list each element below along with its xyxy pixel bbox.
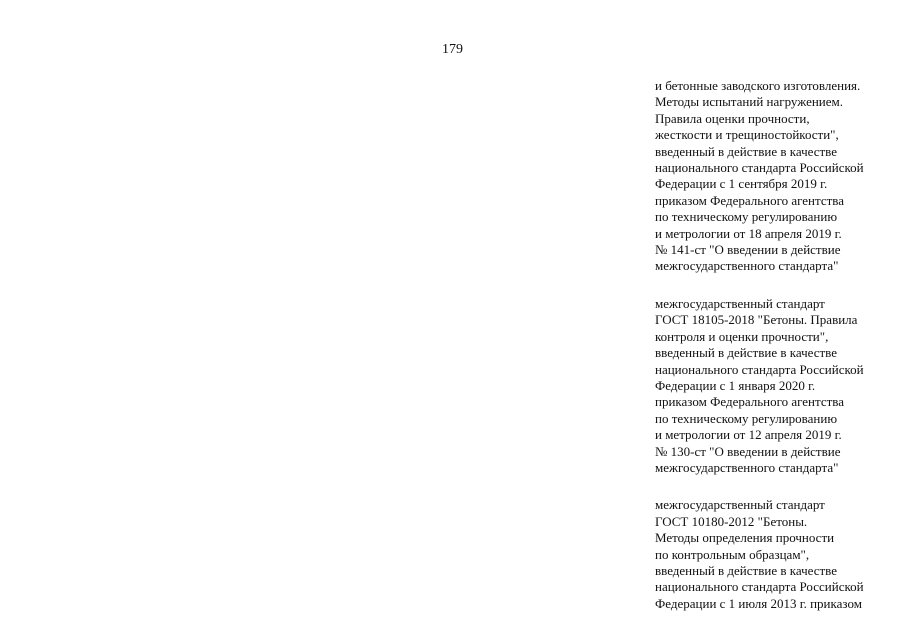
text-line: межгосударственного стандарта" <box>655 258 839 274</box>
text-line: межгосударственный стандарт <box>655 497 825 513</box>
text-line: по контрольным образцам", <box>655 546 810 562</box>
text-line: межгосударственный стандарт <box>655 295 825 311</box>
text-line: Федерации с 1 сентября 2019 г. <box>655 176 828 192</box>
text-line: введенный в действие в качестве <box>655 143 838 159</box>
text-line: Правила оценки прочности, <box>655 110 810 126</box>
text-line: № 141-ст "О введении в действие <box>655 242 841 258</box>
text-column <box>655 78 900 633</box>
text-line: Методы определения прочности <box>655 530 835 546</box>
text-line: национального стандарта Российской <box>655 361 864 377</box>
text-line: введенный в действие в качестве <box>655 345 838 361</box>
text-line: жесткости и трещиностойкости", <box>655 127 839 143</box>
text-line: Методы испытаний нагружением. <box>655 94 843 110</box>
text-line: межгосударственного стандарта" <box>655 459 839 475</box>
text-line: национального стандарта Российской <box>655 579 864 595</box>
paragraph-2 <box>655 296 900 476</box>
text-line: по техническому регулированию <box>655 209 838 225</box>
text-line: контроля и оценки прочности", <box>655 328 829 344</box>
text-line: Федерации с 1 июля 2013 г. приказом <box>655 595 862 611</box>
text-line: № 130-ст "О введении в действие <box>655 443 841 459</box>
text-line: Федерации с 1 января 2020 г. <box>655 377 816 393</box>
text-line: по техническому регулированию <box>655 410 838 426</box>
text-line: и бетонные заводского изготовления. <box>655 78 861 93</box>
page-number: 179 <box>442 42 463 57</box>
paragraph-1 <box>655 78 900 275</box>
text-line: и метрологии от 18 апреля 2019 г. <box>655 225 842 241</box>
text-line: ГОСТ 10180-2012 "Бетоны. <box>655 513 808 529</box>
text-line: приказом Федерального агентства <box>655 192 845 208</box>
text-line: введенный в действие в качестве <box>655 562 838 578</box>
text-line: национального стандарта Российской <box>655 160 864 176</box>
text-line: ГОСТ 18105-2018 "Бетоны. Правила <box>655 312 858 328</box>
paragraph-3 <box>655 497 900 612</box>
text-line: и метрологии от 12 апреля 2019 г. <box>655 427 842 443</box>
text-line: приказом Федерального агентства <box>655 394 845 410</box>
